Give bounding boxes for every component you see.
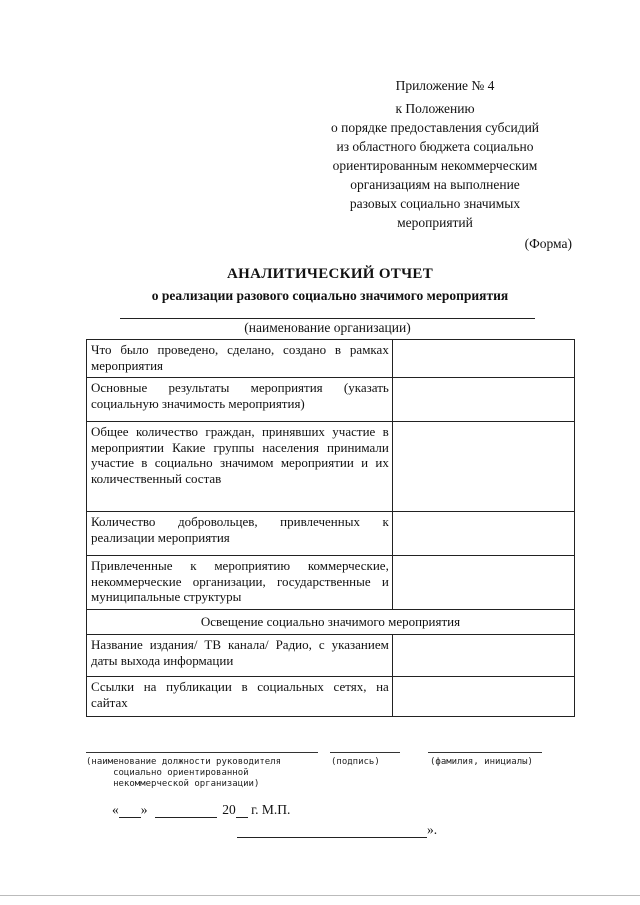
year-prefix: 20 [222, 802, 236, 817]
closing-field[interactable] [237, 823, 427, 838]
signature-caption: (подпись) [331, 757, 380, 767]
question-cell: Основные результаты мероприятия (указать социальную значимость мероприятия) [87, 378, 393, 422]
date-line [112, 802, 290, 818]
day-field[interactable] [119, 803, 141, 818]
report-table [86, 339, 575, 717]
answer-cell[interactable] [392, 378, 574, 422]
appendix-line: ориентированным некоммерческим [332, 158, 538, 173]
form-label: (Форма) [524, 236, 572, 251]
appendix-line: к Положению [395, 101, 475, 116]
appendix-number: Приложение № 4 [395, 78, 495, 93]
organization-name-field[interactable] [120, 318, 535, 319]
table-row [87, 512, 575, 556]
question-cell: Общее количество граждан, принявших участие в мероприятии Какие группы населения принимали участие в социально значимом мероприятии и их количественный состав [87, 422, 393, 512]
month-field[interactable] [155, 803, 217, 818]
question-cell: Ссылки на публикации в социальных сетях, на сайтах [87, 677, 393, 717]
answer-cell[interactable] [392, 512, 574, 556]
close-quote: » [140, 802, 148, 817]
answer-cell[interactable] [392, 635, 574, 677]
closing-mark: ». [427, 822, 438, 837]
appendix-line: мероприятий [397, 215, 473, 230]
table-row [87, 340, 575, 378]
answer-cell[interactable] [392, 340, 574, 378]
report-title: АНАЛИТИЧЕСКИЙ ОТЧЕТ [226, 266, 434, 282]
table-row [87, 556, 575, 610]
section-header-row [87, 610, 575, 635]
question-cell: Что было проведено, сделано, создано в рамках мероприятия [87, 340, 393, 378]
appendix-description [300, 99, 570, 232]
report-subtitle: о реализации разового социально значимого мероприятия [151, 288, 509, 303]
answer-cell[interactable] [392, 422, 574, 512]
appendix-line: из областного бюджета социально [336, 139, 534, 154]
signature-line[interactable] [330, 752, 400, 753]
answer-cell[interactable] [392, 556, 574, 610]
year-field[interactable] [236, 803, 248, 818]
position-caption: (наименование должности руководителя социально ориентированной некоммерческой организации) [86, 757, 282, 789]
answer-cell[interactable] [392, 677, 574, 717]
table-row [87, 677, 575, 717]
closing-line [237, 822, 437, 838]
page-edge [0, 895, 640, 896]
position-signature-line[interactable] [86, 752, 318, 753]
name-signature-line[interactable] [428, 752, 542, 753]
question-cell: Название издания/ ТВ канала/ Радио, с указанием даты выхода информации [87, 635, 393, 677]
stamp-label: г. М.П. [247, 802, 291, 817]
signature-lines [86, 752, 566, 754]
question-cell: Привлеченные к мероприятию коммерческие, некоммерческие организации, государственные и муниципальные структуры [87, 556, 393, 610]
appendix-line: разовых социально значимых [349, 196, 521, 211]
table-row [87, 635, 575, 677]
table-row [87, 422, 575, 512]
table-row [87, 378, 575, 422]
appendix-line: организациям на выполнение [350, 177, 520, 192]
section-header: Освещение социально значимого мероприятия [87, 610, 575, 635]
open-quote: « [112, 802, 119, 817]
appendix-line: о порядке предоставления субсидий [330, 120, 540, 135]
name-caption: (фамилия, инициалы) [430, 757, 533, 767]
question-cell: Количество добровольцев, привлеченных к реализации мероприятия [87, 512, 393, 556]
organization-caption: (наименование организации) [244, 320, 411, 335]
